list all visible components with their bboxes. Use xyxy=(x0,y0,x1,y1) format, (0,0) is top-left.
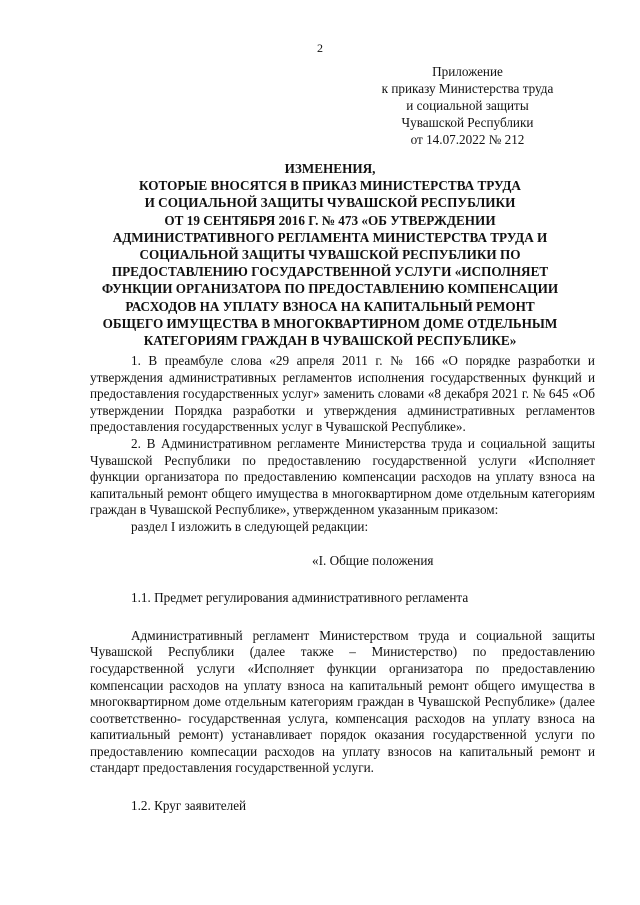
appendix-line: и социальной защиты xyxy=(406,98,529,113)
paragraph-2: 2. В Административном регламенте Министерства труда и социальной защиты Чувашской Республики по предоставлению государственной услуги «Исполняет функции организатора по предоставлению компенсации расходов на уплату взноса на капитальный ремонт общего имущества в многоквартирном доме отдельным категориям граждан в Чувашской Республике», утвержденном указанным приказом: xyxy=(90,435,595,518)
title-line: ОБЩЕГО ИМУЩЕСТВА В МНОГОКВАРТИРНОМ ДОМЕ ОТДЕЛЬНЫМ xyxy=(102,315,558,331)
section-heading: «I. Общие положения xyxy=(312,552,434,568)
appendix-block xyxy=(360,63,575,148)
title-line: И СОЦИАЛЬНОЙ ЗАЩИТЫ ЧУВАШСКОЙ РЕСПУБЛИКИ xyxy=(144,195,516,211)
appendix-line: к приказу Министерства труда xyxy=(381,81,554,96)
page-number: 2 xyxy=(317,41,323,55)
appendix-line: Приложение xyxy=(432,64,503,79)
title-line: ПРЕДОСТАВЛЕНИЮ ГОСУДАРСТВЕННОЙ УСЛУГИ «ИСПОЛНЯЕТ xyxy=(111,264,549,280)
paragraph-3: раздел I изложить в следующей редакции: xyxy=(131,518,369,534)
document-title xyxy=(80,160,580,349)
paragraph-4: Административный регламент Министерством труда и социальной защиты Чувашской Республики (далее также – Министерство) по предоставлению государственной услуги «Исполняет функции организатора по предоставлению компенсации расходов на уплату взноса на капитальный ремонт общего имущества в многоквартирном доме отдельным категориям граждан в Чувашской Республике» (далее соответственно- государственная услуга, компенсация расходов на уплату взноса на капитиальный ремонт) устанавливает порядок оказания государственной услуги по предоставлению компесации расходов на уплату взносов на капитальный ремонт и стандарт предоставления государственной услуги. xyxy=(90,627,595,776)
title-line: АДМИНИСТРАТИВНОГО РЕГЛАМЕНТА МИНИСТЕРСТВА ТРУДА И xyxy=(112,229,548,245)
title-line: РАСХОДОВ НА УПЛАТУ ВЗНОСА НА КАПИТАЛЬНЫЙ РЕМОНТ xyxy=(125,298,535,314)
subsection-heading-1-2: 1.2. Круг заявителей xyxy=(131,798,247,814)
document-body xyxy=(90,353,595,815)
subsection-heading-1-1: 1.1. Предмет регулирования административного регламента xyxy=(131,590,469,606)
title-line: СОЦИАЛЬНОЙ ЗАЩИТЫ ЧУВАШСКОЙ РЕСПУБЛИКИ ПО xyxy=(139,247,521,263)
title-line: КАТЕГОРИЯМ ГРАЖДАН В ЧУВАШСКОЙ РЕСПУБЛИКЕ» xyxy=(143,333,517,349)
appendix-line: от 14.07.2022 № 212 xyxy=(410,132,525,147)
appendix-line: Чувашской Республики xyxy=(401,115,534,130)
title-line: ИЗМЕНЕНИЯ, xyxy=(284,161,376,176)
title-line: ФУНКЦИИ ОРГАНИЗАТОРА ПО ПРЕДОСТАВЛЕНИЮ КОМПЕНСАЦИИ xyxy=(101,281,559,297)
title-line: КОТОРЫЕ ВНОСЯТСЯ В ПРИКАЗ МИНИСТЕРСТВА ТРУДА xyxy=(139,178,521,194)
paragraph-1: 1. В преамбуле слова «29 апреля 2011 г. № 166 «О порядке разработки и утверждения административных регламентов исполнения государственных функций и предоставления государственных услуг» заменить словами «8 декабря 2021 г. № 645 «Об утверждении Порядка разработки и утверждения административных регламентов предоставления государственных услуг в Чувашской Республике». xyxy=(90,353,595,435)
title-line: ОТ 19 СЕНТЯБРЯ 2016 Г. № 473 «ОБ УТВЕРЖДЕНИИ xyxy=(164,212,496,228)
